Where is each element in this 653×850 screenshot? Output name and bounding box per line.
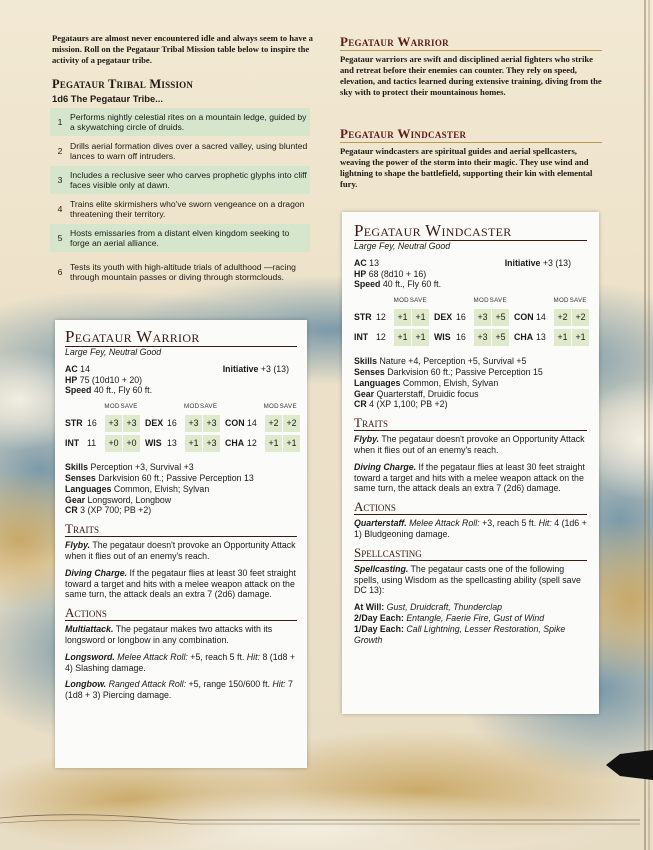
ac-value: 14 [80, 363, 90, 374]
spellcasting-text: Spellcasting. The pegataur casts one of the following spells, using Wisdom as the spellcasting ability (spell save DC 13): [354, 563, 581, 596]
skills-value: Nature +4, Perception +5, Survival +5 [379, 356, 527, 367]
mission-text: Hosts emissaries from a distant elven kingdom seeking to forge an aerial alliance. [70, 227, 290, 248]
ability-int: INT 11 +0 +0 [65, 435, 140, 452]
ability-cha: CHA 12 +1 +1 [225, 435, 300, 452]
ability-wis: WIS 16 +3 +5 [434, 329, 509, 346]
table-row [50, 194, 310, 224]
initiative-value: +3 (13) [260, 363, 289, 374]
mission-text: Drills aerial formation dives over a sacred valley, using blunted lances to warn off intruders. [70, 140, 308, 161]
action-longbow: Longbow. Ranged Attack Roll: +5, range 150/600 ft. Hit: 7 (1d8 + 3) Piercing damage. [65, 679, 293, 701]
spell-line: 1/Day Each: Call Lightning, Lesser Restoration, Spike Growth [354, 623, 566, 645]
ability-str: STR 12 +1 +1 [354, 309, 429, 326]
ability-wis: WIS 13 +1 +3 [145, 435, 220, 452]
divider [340, 142, 602, 143]
languages-value: Common, Elvish, Sylvan [402, 377, 499, 388]
windcaster-section [340, 126, 602, 190]
cr-value: 3 (XP 700; PB +2) [80, 505, 152, 516]
actions-heading: Actions [65, 605, 107, 621]
ability-con: CON 14 +2 +2 [514, 309, 589, 326]
action-longsword: Longsword. Melee Attack Roll: +5, reach 5 ft. Hit: 8 (1d8 + 4) Slashing damage. [65, 651, 295, 673]
spell-line: 2/Day Each: Entangle, Faerie Fire, Gust of Wind [354, 612, 545, 623]
traits-heading: Traits [354, 415, 388, 431]
divider [354, 514, 587, 515]
initiative-value: +3 (13) [542, 257, 571, 268]
speed-value: 40 ft., Fly 60 ft. [93, 385, 153, 396]
gear-value: Longsword, Longbow [87, 494, 172, 505]
senses-value: Darkvision 60 ft.; Passive Perception 15 [387, 366, 543, 377]
traits-heading: Traits [65, 521, 99, 537]
ac-label: AC [354, 257, 367, 268]
speed-label: Speed [354, 279, 381, 290]
action-multiattack: Multiattack. The pegataur makes two attacks with its longsword or longbow in any combination. [65, 624, 273, 645]
ability-row [65, 415, 297, 432]
creature-type: Large Fey, Neutral Good [65, 347, 162, 357]
actions-heading: Actions [354, 499, 396, 515]
mission-table-subtitle: 1d6 The Pegataur Tribe... [52, 93, 163, 104]
hp-label: HP [354, 268, 367, 279]
mission-table [50, 108, 310, 292]
spell-line: At Will: Gust, Druidcraft, Thunderclap [354, 602, 503, 613]
section-heading: Pegataur Windcaster [340, 126, 467, 141]
hp-value: 68 (8d10 + 16) [368, 268, 427, 279]
ability-con: CON 14 +2 +2 [225, 415, 300, 432]
ac-value: 13 [369, 257, 379, 268]
roll-number: 1 [57, 116, 63, 127]
creature-name: Pegataur Warrior [65, 327, 200, 346]
ability-int: INT 12 +1 +1 [354, 329, 429, 346]
skills-value: Perception +3, Survival +3 [90, 462, 194, 473]
windcaster-stat-block: Pegataur Windcaster Large Fey, Neutral Good AC 13 Initiative +3 (13) HP 68 (8d10 + 16) Speed 40 ft., Fly 60 ft. MOD SAVE MOD SAVE MOD SAVE STR 12 +1 +1 DEX 16 +3 +5 CON 14 +2 +2 INT 12 +1 +1 WIS 16 +3 +5 CHA 13 +1 +1 Skills Nature +4, Perception +5, Survival +5 Senses Darkvision 60 ft.; Passive Perception 15 Languages Common, Elvish, Sylvan Gear Quarterstaff, Druidic focus CR 4 (XP 1,100; PB +2) Traits Flyby. The pegataur doesn't provoke an Opportunity Attack when it flies out of an enemy's reach. Diving Charge. If the pegataur flies at least 30 feet straight toward a target and hits with a melee weapon attack on the same turn, the attack deals an extra 7 (2d6) damage. Actions Quarterstaff. Melee Attack Roll: +3, reach 5 ft. Hit: 4 (1d6 + 1) Bludgeoning damage. Spellcasting Spellcasting. The pegataur casts one of the following spells, using Wisdom as the spellcasting ability (spell save DC 13): At Will: Gust, Druidcraft, Thunderclap 2/Day Each: Entangle, Faerie Fire, Gust of Wind 1/Day Each: Call Lightning, Lesser Restoration, Spike Growth [342, 212, 599, 714]
hp-value: 75 (10d10 + 20) [79, 374, 143, 385]
intro-paragraph: Pegataurs are almost never encountered idle and always seem to have a mission. Roll on the Pegataur Tribal Mission table below to inspire the activity of a pegataur tribe. [52, 33, 313, 65]
ability-headers: MOD SAVE MOD SAVE MOD SAVE [104, 403, 297, 411]
spellcasting-heading: Spellcasting [354, 544, 422, 560]
divider [354, 430, 587, 431]
roll-number: 4 [57, 203, 63, 214]
table-row [50, 108, 310, 136]
trait-diving-charge: Diving Charge. If the pegataur flies at least 30 feet straight toward a target and hits with a melee weapon attack on the same turn, the attack deals an extra 7 (2d6) damage. [354, 461, 585, 494]
warrior-stat-block: Pegataur Warrior Large Fey, Neutral Good AC 14 Initiative +3 (13) HP 75 (10d10 + 20) Speed 40 ft., Fly 60 ft. MOD SAVE MOD SAVE MOD SAVE STR 16 +3 +3 DEX 16 +3 +3 CON 14 +2 +2 INT 11 +0 +0 WIS 13 +1 +3 CHA 12 +1 +1 Skills Perception +3, Survival +3 Senses Darkvision 60 ft.; Passive Perception 13 Languages Common, Elvish; Sylvan Gear Longsword, Longbow CR 3 (XP 700; PB +2) Traits Flyby. The pegataur doesn't provoke an Opportunity Attack when it flies out of an enemy's reach. Diving Charge. If the pegataur flies at least 30 feet straight toward a target and hits with a melee weapon attack on the same turn, the attack deals an extra 7 (2d6) damage. Actions Multiattack. The pegataur makes two attacks with its longsword or longbow in any combination. Longsword. Melee Attack Roll: +5, reach 5 ft. Hit: 8 (1d8 + 4) Slashing damage. Longbow. Ranged Attack Roll: +5, range 150/600 ft. Hit: 7 (1d8 + 3) Piercing damage. [55, 320, 307, 768]
divider [65, 536, 297, 537]
spell-list [354, 602, 587, 645]
roll-number: 2 [57, 145, 63, 156]
mission-text: Performs nightly celestial rites on a mountain ledge, guided by a skywatching circle of druids. [70, 111, 307, 132]
table-row [50, 136, 310, 166]
mission-text: Tests its youth with high-altitude trials of adulthood —racing through mountain passes or diving through stormclouds. [70, 261, 296, 282]
gear-value: Quarterstaff, Druidic focus [376, 388, 479, 399]
ability-headers: MOD SAVE MOD SAVE MOD SAVE [393, 297, 587, 305]
ability-row [354, 329, 587, 346]
mission-table-title: Pegataur Tribal Mission [52, 77, 194, 91]
table-row [50, 252, 310, 292]
divider [354, 560, 587, 561]
section-text: Pegataur windcasters are spiritual guides and aerial spellcasters, weaving the power of the storm into their magic. They use wind and lightning to shape the battlefield, supporting their kin with elemental fury. [340, 146, 593, 189]
cr-value: 4 (XP 1,100; PB +2) [369, 399, 448, 410]
table-row [50, 166, 310, 194]
trait-diving-charge: Diving Charge. If the pegataur flies at least 30 feet straight toward a target and hits with a melee weapon attack on the same turn, the attack deals an extra 7 (2d6) damage. [65, 567, 296, 600]
speed-value: 40 ft., Fly 60 ft. [382, 279, 442, 290]
table-row [50, 224, 310, 252]
trait-flyby: Flyby. The pegataur doesn't provoke an Opportunity Attack when it flies out of an enemy's reach. [354, 434, 585, 455]
warrior-section [340, 34, 602, 98]
roll-number: 5 [57, 232, 63, 243]
senses-value: Darkvision 60 ft.; Passive Perception 13 [98, 472, 254, 483]
section-text: Pegataur warriors are swift and disciplined aerial fighters who strike and retreat before their enemies can counter. They rely on speed, elevation, and tactics learned during extensive training, diving from the sky with to protect their mountainous homes. [340, 54, 602, 97]
creature-name: Pegataur Windcaster [354, 221, 512, 240]
ability-row [65, 435, 297, 452]
mission-text: Trains elite skirmishers who've sworn vengeance on a dragon threatening their territory. [70, 198, 305, 219]
hp-label: HP [65, 374, 78, 385]
initiative-label: Initiative [222, 363, 259, 374]
trait-flyby: Flyby. The pegataur doesn't provoke an Opportunity Attack when it flies out of an enemy's reach. [65, 540, 296, 561]
creature-type: Large Fey, Neutral Good [354, 241, 451, 251]
ability-dex: DEX 16 +3 +3 [145, 415, 220, 432]
initiative-label: Initiative [504, 257, 541, 268]
languages-value: Common, Elvish; Sylvan [113, 483, 210, 494]
mission-text: Includes a reclusive seer who carves prophetic glyphs into cliff faces visible only at dawn. [70, 169, 307, 190]
speed-label: Speed [65, 385, 92, 396]
ability-str: STR 16 +3 +3 [65, 415, 140, 432]
action-quarterstaff: Quarterstaff. Melee Attack Roll: +3, reach 5 ft. Hit: 4 (1d6 + 1) Bludgeoning damage. [354, 518, 587, 539]
ac-label: AC [65, 363, 78, 374]
ability-dex: DEX 16 +3 +5 [434, 309, 509, 326]
divider [65, 620, 297, 621]
ability-row [354, 309, 587, 326]
divider [340, 50, 602, 51]
roll-number: 3 [57, 174, 63, 185]
section-heading: Pegataur Warrior [340, 34, 449, 49]
ability-cha: CHA 13 +1 +1 [514, 329, 589, 346]
roll-number: 6 [57, 266, 63, 277]
